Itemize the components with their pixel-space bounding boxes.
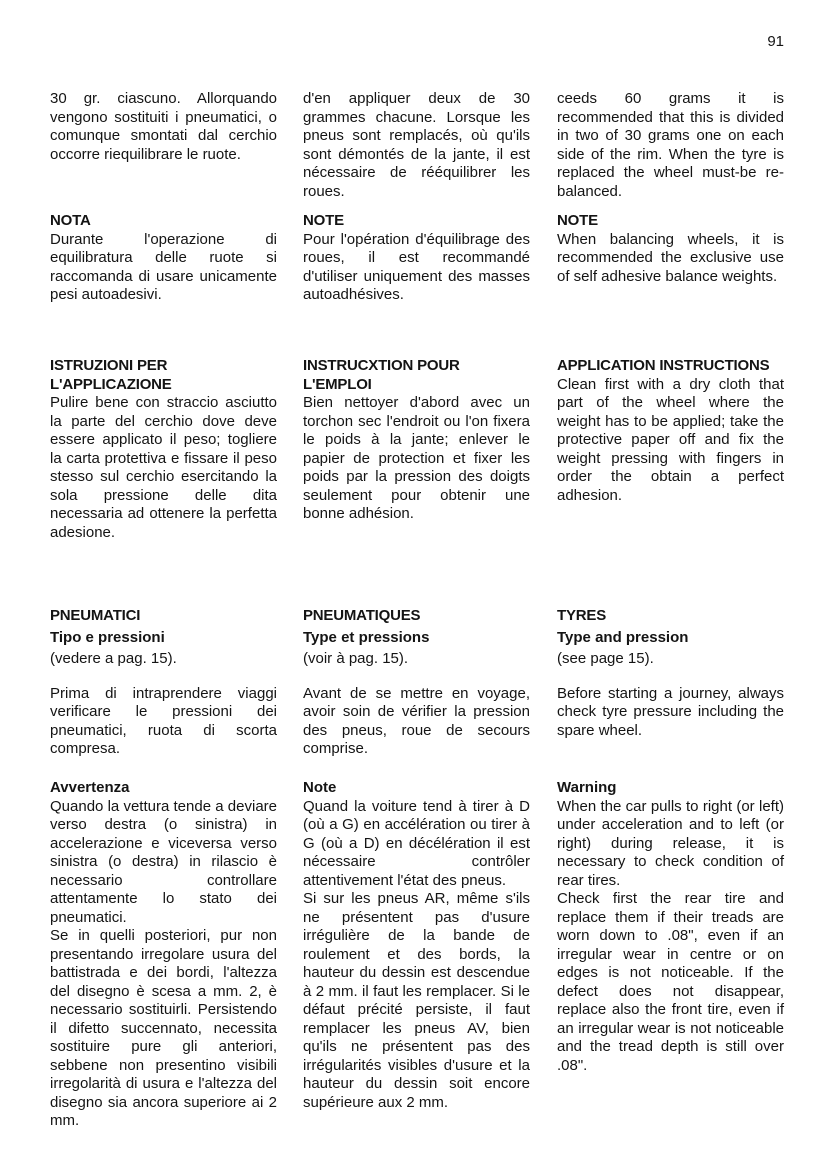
- instructions-block: [50, 357, 277, 542]
- warning-text-1: Quando la vettura tende a deviare verso destra (o sinistra) in accelerazione e viceversa verso sinistra (o destra) in rilascio è necessario controllare attentamente lo stato dei pneumatici.: [50, 797, 277, 926]
- warning-heading: Note: [303, 779, 337, 796]
- note-text: When balancing wheels, it is recommended the exclusive use of self adhesive balance weights.: [557, 230, 784, 285]
- tyres-subheading: Type and pression: [557, 628, 689, 646]
- note-block: [303, 212, 530, 305]
- instructions-heading: APPLICATION INSTRUCTIONS: [557, 357, 770, 374]
- warning-text-2: Se in quelli posteriori, pur non presentando irregolare usura del battistrada e dei bordi, l'altezza del disegno è scesa a mm. 2, è necessario sostituirli. Persistendo il difetto succennato, necessita sostituire pure gli anteriori, sebbene non presentino visibili irregolarità di usura e l'altezza del disegno sia ancora superiore ai 2 mm.: [50, 927, 277, 1129]
- warning-block: [50, 779, 277, 1131]
- tyres-text: Before starting a journey, always check tyre pressure including the spare wheel.: [557, 684, 784, 739]
- tyres-block: [557, 607, 784, 740]
- tyres-heading: PNEUMATIQUES: [303, 607, 421, 624]
- note-heading: NOTE: [303, 212, 344, 229]
- note-heading: NOTE: [557, 212, 598, 229]
- tyres-text: Avant de se mettre en voyage, avoir soin de vérifier la pression des pneus, roue de secours comprise.: [303, 684, 530, 757]
- instructions-heading: ISTRUZIONI PER L'APPLICAZIONE: [50, 357, 172, 393]
- warning-text-2: Si sur les pneus AR, même s'ils ne présentent pas d'usure irrégulière de la bande de roulement et des bords, la hauteur du dessin est descendue à 2 mm. il faut les remplacer. Si le défaut précité persiste, il faut remplacer les pneus AV, bien qu'ils ne présentent pas des irrégularités visibles d'usure et la hauteur du dessin soit encore supérieure aux 2 mm.: [303, 890, 530, 1111]
- intro-text: d'en appliquer deux de 30 grammes chacune. Lorsque les pneus sont remplacés, où qu'ils sont démontés de la jante, il est nécessaire de rééquilibrer les roues.: [303, 90, 530, 200]
- intro-block: [50, 90, 277, 164]
- note-block: [557, 212, 784, 286]
- instructions-block: [303, 357, 530, 524]
- tyres-subheading: Type et pressions: [303, 628, 430, 646]
- warning-text-1: Quand la voiture tend à tirer à D (où a G) en accélération ou tirer à G (où a D) en décélération il est nécessaire contrôler attentivement l'état des pneus.: [303, 797, 530, 889]
- intro-text: 30 gr. ciascuno. Allorquando vengono sostituiti i pneumatici, o comunque smontati dal cerchio occorre riequilibrare le ruote.: [50, 90, 277, 163]
- warning-heading: Avvertenza: [50, 779, 130, 796]
- tyres-block: [50, 607, 277, 759]
- tyres-heading: PNEUMATICI: [50, 607, 141, 624]
- tyres-reference: (voir à pag. 15).: [303, 650, 409, 667]
- instructions-text: Clean first with a dry cloth that part of the wheel where the weight has to be applied; take the protective paper off and fix the weight pressing with fingers in order the obtain a perfect adhesion.: [557, 375, 784, 504]
- tyres-subheading: Tipo e pressioni: [50, 628, 165, 646]
- instructions-text: Pulire bene con straccio asciutto la parte del cerchio dove deve essere applicato il peso; togliere la carta protettiva e fissare il peso stesso sul cerchio esercitando la sola pressione delle dita necessaria ad ottenere la perfetta adesione.: [50, 394, 277, 541]
- tyres-block: [303, 607, 530, 759]
- note-block: [50, 212, 277, 305]
- intro-block: [303, 90, 530, 201]
- note-text: Pour l'opération d'équilibrage des roues, il est recommandé d'utiliser uniquement des masses autoadhésives.: [303, 230, 530, 303]
- tyres-reference: (vedere a pag. 15).: [50, 650, 177, 667]
- intro-block: [557, 90, 784, 201]
- warning-heading: Warning: [557, 779, 617, 796]
- warning-text-2: Check first the rear tire and replace them if their treads are worn down to .08", even if an irregular wear in centre or on edges is not noticeable. If the defect does not disappear, replace also the front tire, even if an irregular wear is not noticeable and the tread depth is still over .08".: [557, 890, 784, 1074]
- instructions-block: [557, 357, 784, 505]
- tyres-reference: (see page 15).: [557, 650, 654, 667]
- intro-text: ceeds 60 grams it is recommended that this is divided in two of 30 grams one on each side of the rim. When the tyre is replaced the wheel must-be re-balanced.: [557, 90, 784, 200]
- instructions-heading: INSTRUCXTION POUR L'EMPLOI: [303, 357, 460, 393]
- warning-block: [557, 779, 784, 1075]
- tyres-heading: TYRES: [557, 607, 607, 624]
- note-text: Durante l'operazione di equilibratura delle ruote si raccomanda di usare unicamente pesi autoadesivi.: [50, 230, 277, 303]
- warning-text-1: When the car pulls to right (or left) under acceleration and to left (or right) during release, it is necessary to check condition of rear tires.: [557, 797, 784, 889]
- instructions-text: Bien nettoyer d'abord avec un torchon sec l'endroit ou l'on fixera le poids à la jante; enlever le papier de protection et fixer les poids par la pression des doigts seulement pour obtenir une bonne adhésion.: [303, 394, 530, 522]
- page-number: 91: [767, 33, 784, 50]
- tyres-text: Prima di intraprendere viaggi verificare le pressioni dei pneumatici, ruota di scorta compresa.: [50, 684, 277, 757]
- note-heading: NOTA: [50, 212, 91, 229]
- warning-block: [303, 779, 530, 1112]
